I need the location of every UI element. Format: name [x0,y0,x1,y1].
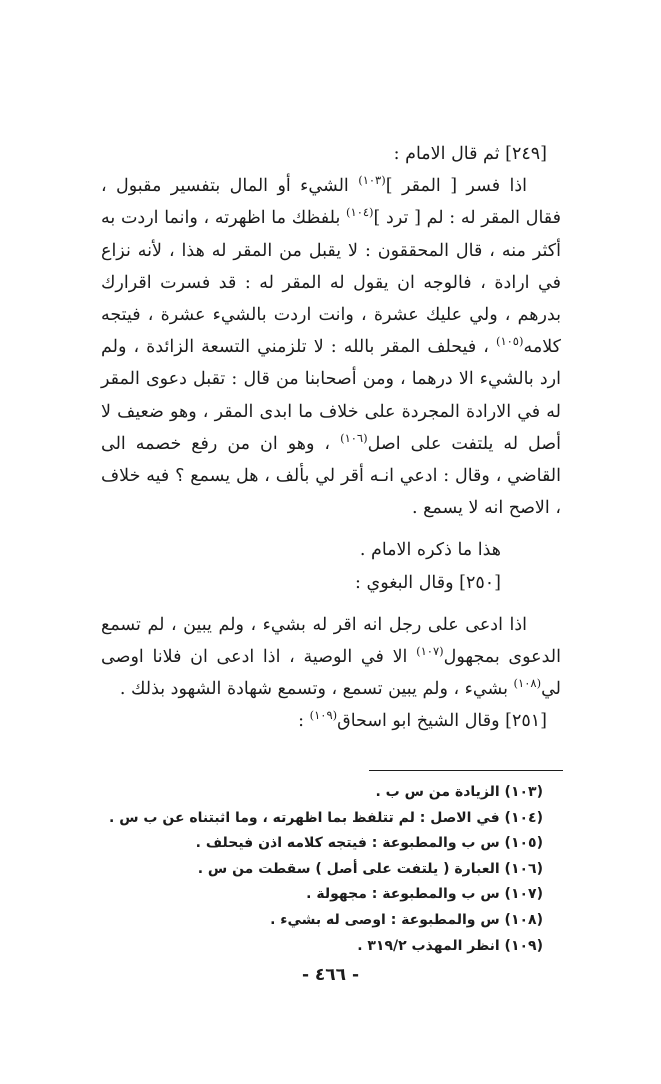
paragraph-249: اذا فسر [ المقر ]$^{(١٠٣)}$ الشيء أو المال بتفسير مقبول ، فقال المقر له : لم [ ترد ]$^{(١٠٤)}$ بلفظك ما اظهرته ، وانما اردت به أكثر منه ، قال المحققون : لا يقبل من المقر له هذا ، لأنه نزاع في ارادة ، فالوجه ان يقول له المقر له : قد فسرت اقرارك بدرهم ، ولي عليك عشرة ، وانت اردت بالشيء عشرة ، فيتجه كلامه$^{(١٠٥)}$ ، فيحلف المقر بالله : لا تلزمني التسعة الزائدة ، ولم ارد بالشيء الا درهما ، ومن أصحابنا من قال : تقبل دعوى المقر له في الارادة المجردة على خلاف ما ابدى المقر ، وهو ضعيف لا أصل له يلتفت على اصل$^{(١٠٦)}$ ، وهو ان من رفع خصمه الى القاضي ، وقال : ادعي انـه أقر لي بألف ، هل يسمع ؟ فيه خلاف ، الاصح انه لا يسمع . [101,173,562,519]
footnote-107: (١٠٧) س ب والمطبوعة : مجهولة . [306,886,543,903]
paragraph-250: اذا ادعى على رجل انه اقر له بشيء ، ولم يبين ، لم تسمع الدعوى بمجهول$^{(١٠٧)}$ الا في الوصية ، اذا ادعى ان فلانا اوصى لي$^{(١٠٨)}$ بشيء ، ولم يبين تسمع ، وتسمع شهادة الشهود بذلك . [101,614,561,700]
section-heading-251: [٢٥١] وقال الشيخ ابو اسحاق$^{(١٠٩)}$ : [298,708,547,732]
footnote-ref-108[interactable]: (١٠٨) [513,676,542,691]
footnote-103: (١٠٣) الزيادة من س ب . [375,784,543,800]
footnote-106: (١٠٦) العبارة ( يلتفت على أصل ) سقطت من س . [197,860,543,877]
closing-remark: هذا ما ذكره الامام . [359,540,501,561]
page-number: - ٤٦٦ - [301,965,360,985]
section-heading-249: [٢٤٩] ثم قال الامام : [393,144,547,164]
footnote-104: (١٠٤) في الاصل : لم تتلفظ بما اظهرته ، وما اثبتناه عن ب س . [109,809,543,826]
footnote-ref-103[interactable]: (١٠٣) [358,173,386,188]
footnote-ref-104[interactable]: (١٠٤) [346,205,374,220]
footnote-ref-109[interactable]: (١٠٩) [309,708,338,723]
footnotes-list [103,780,543,959]
section-heading-250: [٢٥٠] وقال البغوي : [355,572,501,593]
spacer [101,599,561,609]
footnote-separator [369,770,563,771]
footnote-ref-107[interactable]: (١٠٧) [416,644,444,659]
footnote-108: (١٠٨) س والمطبوعة : اوصى له بشيء . [270,911,543,928]
main-text [101,138,561,738]
spacer [101,524,561,534]
footnote-109: (١٠٩) انظر المهذب ٣١٩/٢ . [357,937,543,954]
footnote-ref-105[interactable]: (١٠٥) [495,334,524,349]
footnote-ref-106[interactable]: (١٠٦) [340,431,368,445]
footnote-105: (١٠٥) س ب والمطبوعة : فيتجه كلامه اذن فيحلف . [195,835,543,852]
